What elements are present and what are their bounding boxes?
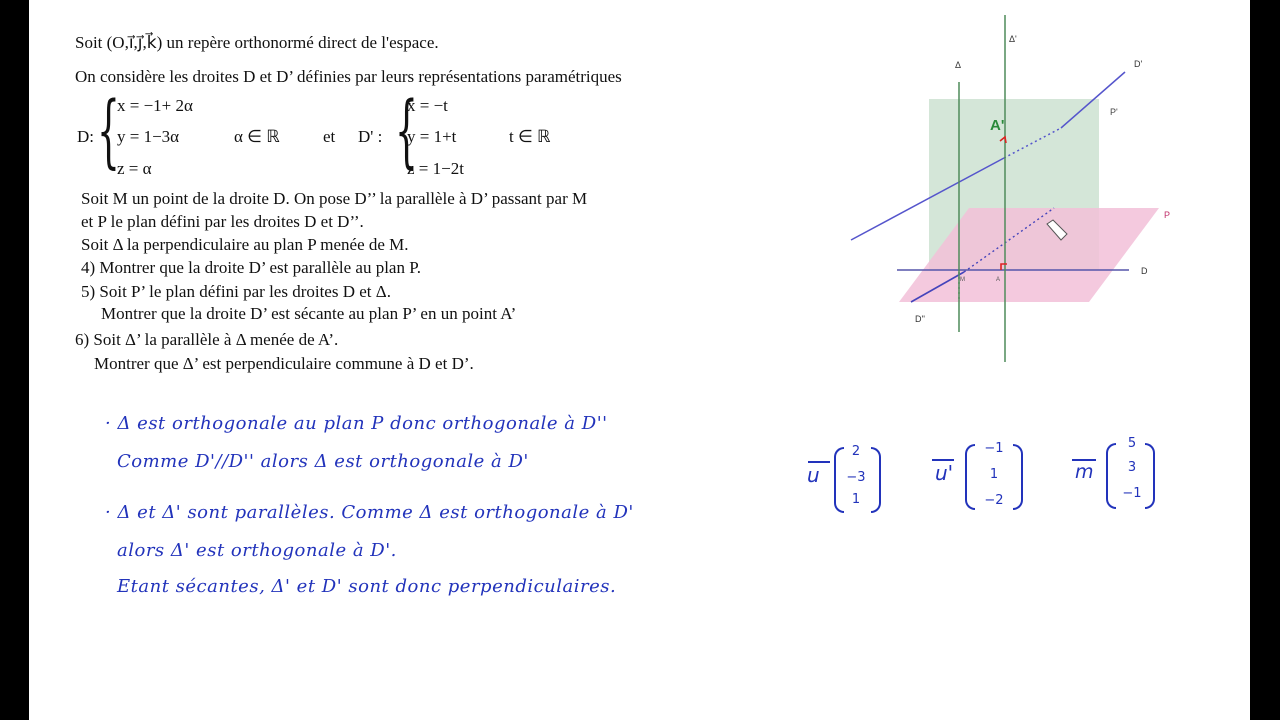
vector-m-paren-right	[1145, 443, 1155, 509]
question-6: 6) Soit Δ’ la parallèle à Δ menée de A’.	[75, 330, 339, 349]
d-brace: {	[97, 84, 120, 177]
question-6-task: Montrer que Δ’ est perpendiculaire commune à D et D’.	[94, 354, 474, 373]
vector-u-prime-y: 1	[989, 467, 999, 482]
vector-u-prime-paren-right	[1013, 444, 1023, 510]
d-param: α ∈ ℝ	[234, 127, 280, 146]
geometry-figure	[829, 10, 1189, 370]
d-label: D:	[77, 127, 94, 146]
handwritten-line-3: · Δ et Δ' sont parallèles. Comme Δ est orthogonale à D'	[105, 502, 634, 523]
vector-u-x: 2	[851, 444, 861, 459]
vector-u-paren-right	[871, 447, 881, 513]
vector-u-prime-paren-left	[965, 444, 975, 510]
text-line-2: et P le plan défini par les droites D et D’’.	[81, 212, 364, 231]
vector-m-name: m	[1075, 461, 1094, 483]
vector-u-prime-name: u'	[935, 461, 954, 485]
handwritten-line-1: · Δ est orthogonale au plan P donc orthogonale à D''	[105, 413, 608, 434]
label-d-second: D''	[915, 314, 925, 324]
dprime-brace: {	[395, 84, 418, 177]
dprime-label: D' :	[358, 127, 383, 146]
dprime-param: t ∈ ℝ	[509, 127, 551, 146]
question-5-task: Montrer que la droite D’ est sécante au plan P’ en un point A’	[101, 304, 517, 323]
label-m: M	[960, 277, 965, 283]
dprime-eq-x: x = −t	[407, 96, 448, 115]
dprime-eq-z: z = 1−2t	[407, 159, 464, 178]
text-line-1: Soit M un point de la droite D. On pose D’’ la parallèle à D’ passant par M	[81, 189, 588, 208]
vector-u-prime-arrow-icon	[932, 459, 954, 461]
question-4: 4) Montrer que la droite D’ est parallèle au plan P.	[81, 258, 422, 277]
d-eq-z: z = α	[117, 159, 152, 178]
label-delta: Δ	[955, 60, 962, 70]
label-p: P	[1164, 210, 1171, 220]
et-word: et	[323, 127, 336, 146]
document-page	[29, 0, 1250, 720]
handwritten-line-2: Comme D'//D'' alors Δ est orthogonale à D'	[117, 451, 529, 472]
vector-m-y: 3	[1127, 460, 1137, 475]
vector-u-arrow-icon	[808, 461, 830, 463]
vector-u-paren-left	[834, 447, 844, 513]
vector-u-y: −3	[846, 470, 866, 485]
intro-line-2: On considère les droites D et D’ définies par leurs représentations paramétriques	[75, 67, 622, 86]
vector-u-name: u	[807, 463, 820, 487]
label-p-prime: P'	[1110, 107, 1118, 117]
vector-m-arrow-icon	[1072, 459, 1096, 461]
text-line-3: Soit Δ la perpendiculaire au plan P menée de M.	[81, 235, 409, 254]
question-5: 5) Soit P’ le plan défini par les droites D et Δ.	[81, 282, 391, 301]
dprime-eq-y: y = 1+t	[407, 127, 457, 146]
vector-m-z: −1	[1122, 486, 1142, 501]
vector-m-x: 5	[1127, 436, 1137, 451]
d-eq-x: x = −1+ 2α	[117, 96, 193, 115]
vector-m-paren-left	[1106, 443, 1116, 509]
handwritten-line-5: Etant sécantes, Δ' et D' sont donc perpendiculaires.	[117, 576, 617, 597]
label-d: D	[1141, 266, 1148, 276]
d-eq-y: y = 1−3α	[117, 127, 180, 146]
vector-u-z: 1	[851, 492, 861, 507]
label-a: A	[996, 277, 1001, 283]
label-d-prime: D'	[1134, 59, 1143, 69]
label-a-prime: A'	[990, 117, 1005, 134]
vector-u-prime-z: −2	[984, 493, 1004, 508]
vector-u-prime-x: −1	[984, 441, 1004, 456]
handwritten-line-4: alors Δ' est orthogonale à D'.	[117, 540, 397, 561]
intro-line-1: Soit (O,i⃗,j⃗,k⃗) un repère orthonormé direct de l'espace.	[75, 33, 439, 52]
label-delta-prime: Δ'	[1009, 34, 1017, 44]
